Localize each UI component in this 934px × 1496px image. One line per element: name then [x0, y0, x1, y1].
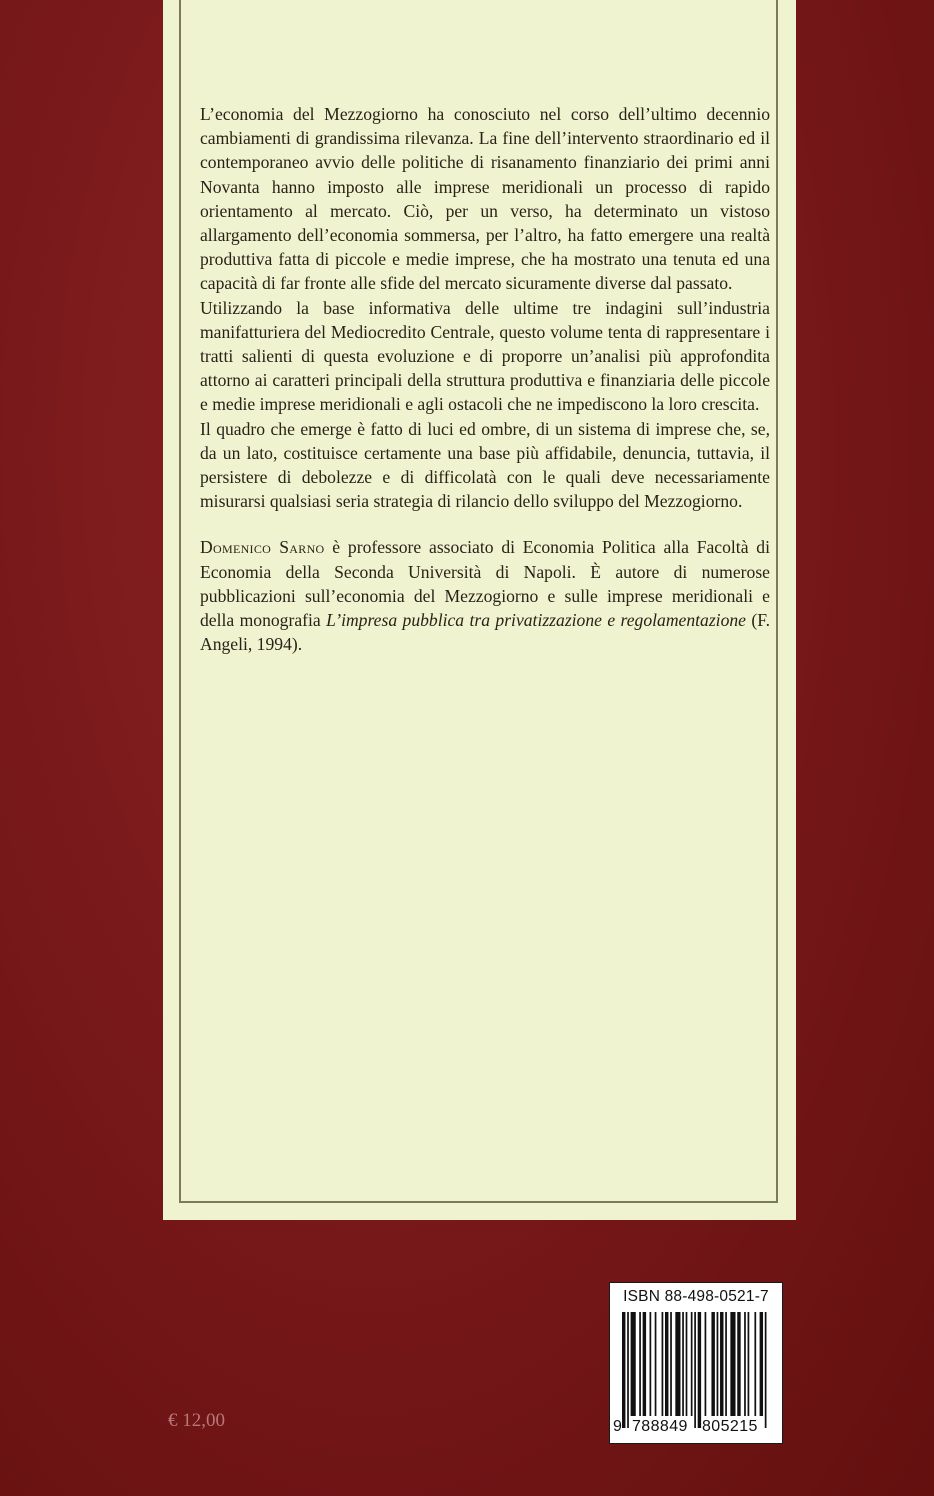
barcode-bar	[665, 1312, 668, 1416]
barcode-bar	[643, 1312, 646, 1416]
barcode-bar	[694, 1312, 696, 1428]
barcode-bar	[691, 1312, 693, 1416]
barcode-bar	[655, 1312, 657, 1416]
barcode-bar	[622, 1312, 625, 1428]
barcode-bar	[744, 1312, 746, 1416]
barcode-bar	[737, 1312, 740, 1416]
barcode-bar	[765, 1312, 767, 1428]
blurb-paragraph-1: L’economia del Mezzogiorno ha conosciuto nel corso dell’ultimo decennio cambiamenti di grandissima rilevanza. La fine dell’intervento straordinario ed il contemporaneo avvio delle politiche di risanamento finanziario dei primi anni Novanta hanno imposto alle imprese meridionali un processo di rapido orientamento al mercato. Ciò, per un verso, ha determinato un vistoso allargamento dell’economia sommersa, per l’altro, ha fatto emergere una realtà produttiva fatta di piccole e medie imprese, che ha mostrato una tenuta ed una capacità di far fronte alle sfide del mercato sicuramente diverse dal passato.	[200, 104, 770, 294]
barcode-bar	[686, 1312, 688, 1416]
barcode-bar	[662, 1312, 664, 1416]
isbn-label: ISBN 88-498-0521-7	[623, 1288, 769, 1305]
barcode-bar	[725, 1312, 727, 1416]
barcode-bar	[650, 1312, 652, 1416]
author-bio-text: è professore associato di Economia Politica alla Facoltà di Economia della Seconda Università di Napoli. È autore di numerose pubblicazioni sull’economia del Mezzogiorno e sulle imprese meridionali e della monografia	[200, 537, 770, 631]
barcode-bar	[748, 1312, 750, 1416]
barcode-bar	[627, 1312, 629, 1428]
blurb-paragraph-2: Utilizzando la base informativa delle ultime tre indagini sull’industria manifatturiera del Mediocredito Centrale, questo volume tenta di rappresentare i tratti salienti di questa evoluzione e di proporre un’analisi più approfondita attorno ai caratteri principali della struttura produttiva e finanziaria delle piccole e medie imprese meridionali e agli ostacoli che ne impediscono la loro crescita.	[200, 297, 770, 415]
barcode-bar	[639, 1312, 641, 1416]
barcode-bar	[631, 1312, 636, 1416]
barcode-bar	[720, 1312, 723, 1416]
barcode-digit-first: 9	[613, 1418, 622, 1435]
barcode-bar	[705, 1312, 707, 1416]
barcode-bar	[711, 1312, 714, 1416]
barcode-bar	[675, 1312, 680, 1416]
author-bio	[200, 535, 770, 656]
isbn-barcode-box	[609, 1282, 783, 1444]
barcode-bar	[730, 1312, 735, 1416]
price-label: € 12,00	[168, 1410, 225, 1431]
barcode-bar	[682, 1312, 684, 1416]
barcode-digits-group-1: 788849	[632, 1418, 688, 1435]
barcode-bar	[760, 1312, 763, 1416]
barcode-bar	[698, 1312, 701, 1428]
blurb-text	[200, 102, 770, 656]
barcode-bar	[670, 1312, 672, 1416]
author-bio-end: (F. Angeli, 1994).	[200, 610, 771, 655]
barcode-bar	[717, 1312, 719, 1416]
blurb-paragraph-3: Il quadro che emerge è fatto di luci ed ombre, di un sistema di imprese che, se, da un lato, costituisce certamente una base più affidabile, denuncia, tuttavia, il persistere di debolezze e di difficolatà con le quali deve necessariamente misurarsi qualsiasi seria strategia di rilancio dello sviluppo del Mezzogiorno.	[200, 418, 770, 512]
monograph-title: L’impresa pubblica tra privatizzazione e regolamentazione	[326, 610, 746, 631]
cover-text-panel	[163, 0, 796, 1220]
barcode-bars	[616, 1312, 776, 1430]
barcode-bar	[754, 1312, 756, 1416]
barcode-digits-group-2: 805215	[702, 1418, 758, 1435]
author-name: Domenico Sarno	[200, 537, 325, 558]
